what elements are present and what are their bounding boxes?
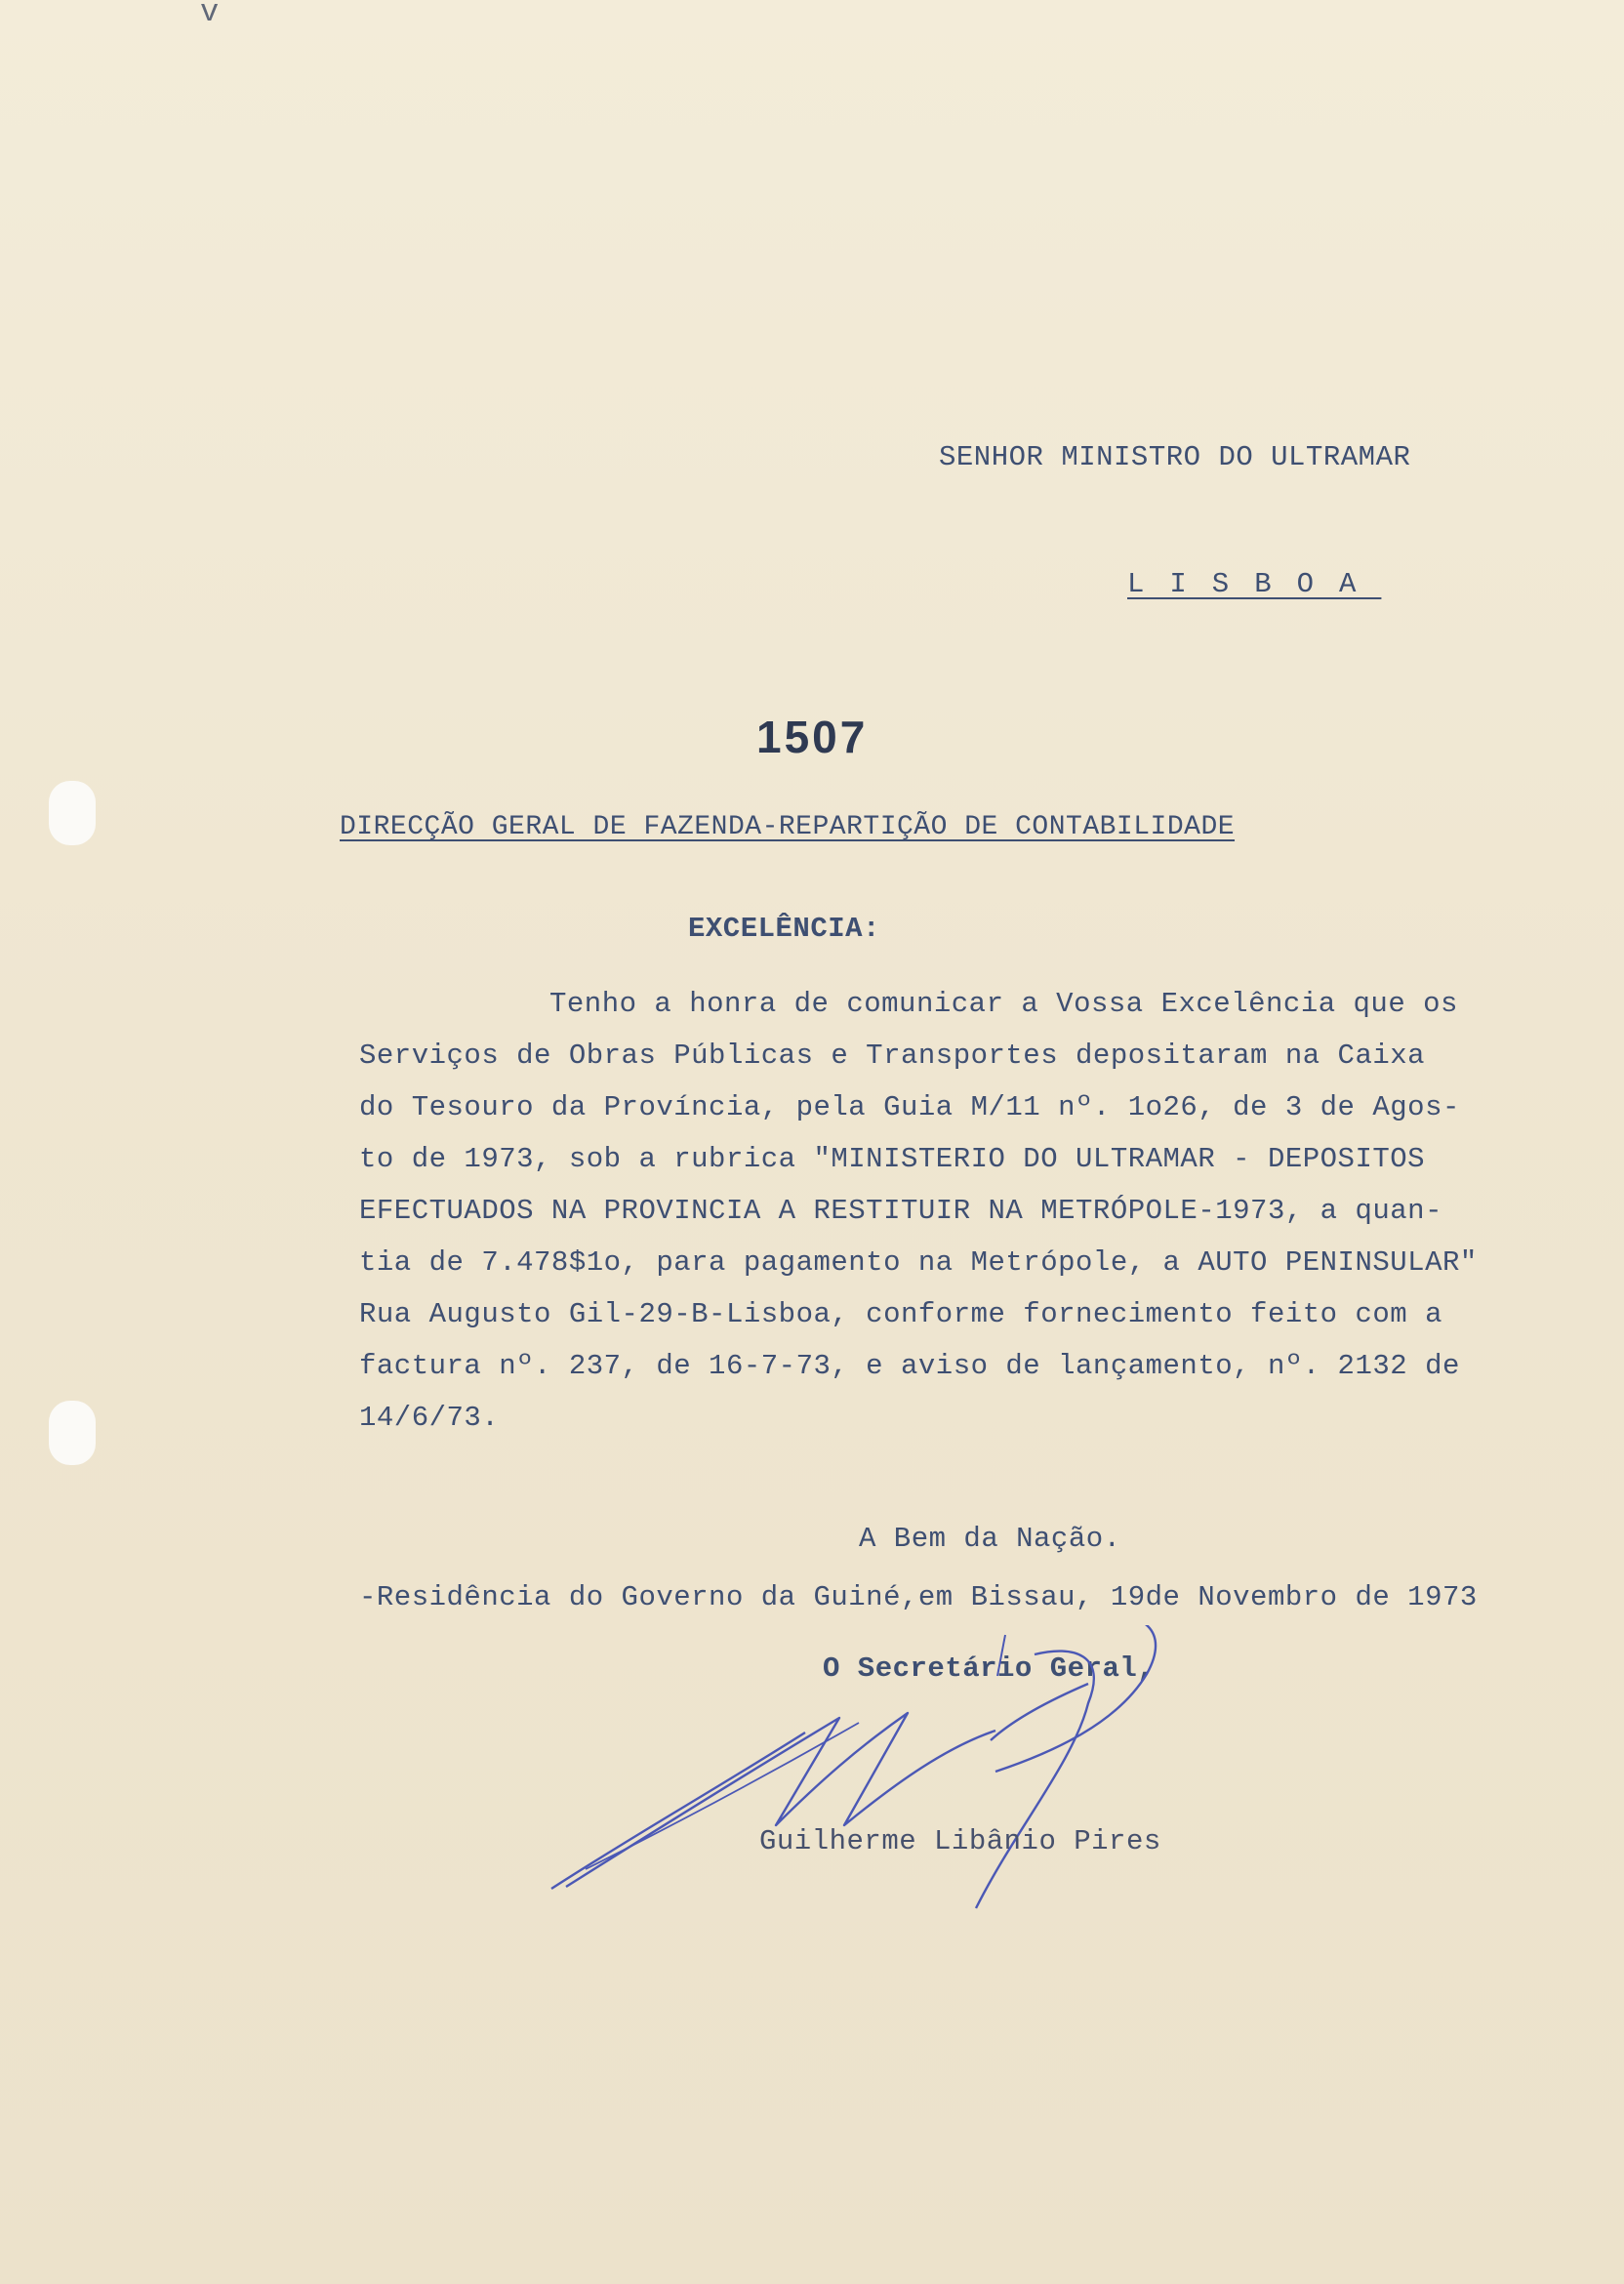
body-line: factura nº. 237, de 16-7-73, e aviso de lançamento, nº. 2132 de xyxy=(359,1350,1460,1382)
reference-number: 1507 xyxy=(756,712,869,762)
signer-name: Guilherme Libânio Pires xyxy=(759,1825,1161,1857)
body-line: Rua Augusto Gil-29-B-Lisboa, conforme fornecimento feito com a xyxy=(359,1298,1442,1330)
body-line: 14/6/73. xyxy=(359,1402,500,1434)
body-line: Tenho a honra de comunicar a Vossa Excelência que os xyxy=(549,988,1458,1020)
punch-hole-bottom xyxy=(49,1401,96,1465)
closing-formula: A Bem da Nação. xyxy=(859,1523,1121,1555)
place-and-date: -Residência do Governo da Guiné,em Bissau, 19de Novembro de 1973 xyxy=(359,1581,1478,1613)
handwritten-signature xyxy=(547,1625,1230,1977)
body-line: EFECTUADOS NA PROVINCIA A RESTITUIR NA METRÓPOLE-1973, a quan- xyxy=(359,1195,1442,1227)
body-line: do Tesouro da Província, pela Guia M/11 nº. 1o26, de 3 de Agos- xyxy=(359,1091,1460,1123)
corner-mark: v xyxy=(200,0,220,30)
body-line: tia de 7.478$1o, para pagamento na Metrópole, a AUTO PENINSULAR" xyxy=(359,1246,1478,1279)
salutation: EXCELÊNCIA: xyxy=(688,913,880,945)
body-line: Serviços de Obras Públicas e Transportes depositaram na Caixa xyxy=(359,1040,1426,1072)
signer-title: O Secretário Geral, xyxy=(823,1652,1156,1685)
city: LISBOA xyxy=(1127,568,1382,600)
department-heading: DIRECÇÃO GERAL DE FAZENDA-REPARTIÇÃO DE CONTABILIDADE xyxy=(340,812,1236,842)
addressee: SENHOR MINISTRO DO ULTRAMAR xyxy=(939,441,1411,473)
punch-hole-top xyxy=(49,781,96,845)
body-line: to de 1973, sob a rubrica "MINISTERIO DO ULTRAMAR - DEPOSITOS xyxy=(359,1143,1426,1175)
